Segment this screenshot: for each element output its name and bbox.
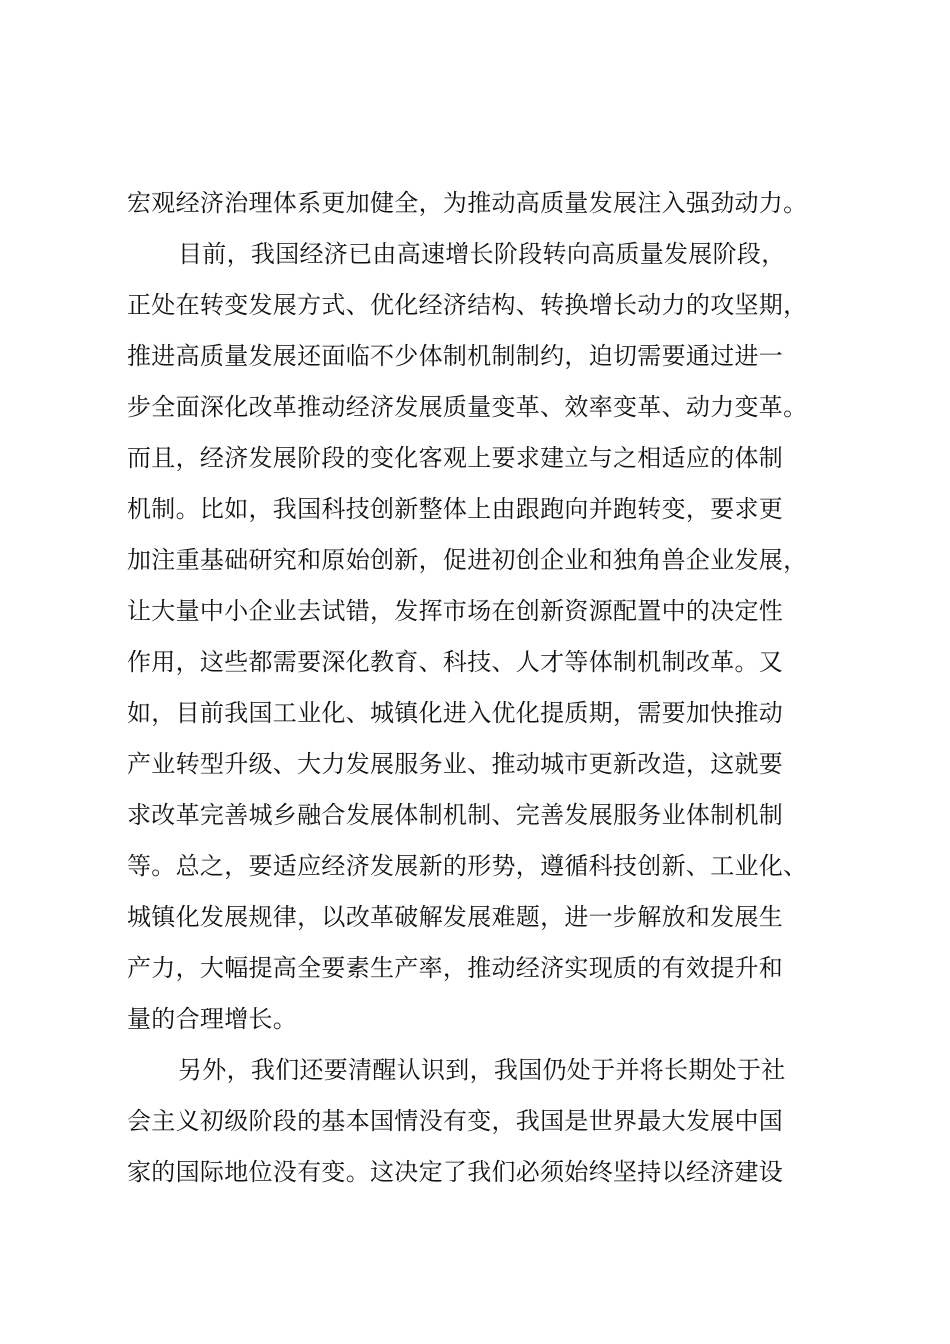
text-line: 家的国际地位没有变。这决定了我们必须始终坚持以经济建设 — [127, 1158, 784, 1186]
text-line: 城镇化发展规律，以改革破解发展难题，进一步解放和发展生 — [127, 903, 784, 931]
text-line: 正处在转变发展方式、优化经济结构、转换增长动力的攻坚期， — [127, 291, 808, 319]
text-line: 作用，这些都需要深化教育、科技、人才等体制机制改革。又 — [127, 648, 784, 676]
text-line: 产业转型升级、大力发展服务业、推动城市更新改造，这就要 — [127, 750, 784, 778]
text-line: 如，目前我国工业化、城镇化进入优化提质期，需要加快推动 — [127, 699, 784, 727]
body-text — [127, 178, 847, 1198]
text-line: 机制。比如，我国科技创新整体上由跟跑向并跑转变，要求更 — [127, 495, 784, 523]
text-line: 步全面深化改革推动经济发展质量变革、效率变革、动力变革。 — [127, 393, 808, 421]
text-line: 产力，大幅提高全要素生产率，推动经济实现质的有效提升和 — [127, 954, 784, 982]
text-line: 求改革完善城乡融合发展体制机制、完善发展服务业体制机制 — [127, 801, 784, 829]
text-line: 会主义初级阶段的基本国情没有变，我国是世界最大发展中国 — [127, 1107, 784, 1135]
paragraph-first-line: 目前，我国经济已由高速增长阶段转向高质量发展阶段， — [178, 240, 786, 268]
text-line: 量的合理增长。 — [127, 1005, 298, 1033]
text-line: 宏观经济治理体系更加健全，为推动高质量发展注入强劲动力。 — [127, 189, 808, 217]
text-line: 等。总之，要适应经济发展新的形势，遵循科技创新、工业化、 — [127, 852, 808, 880]
text-line: 推进高质量发展还面临不少体制机制制约，迫切需要通过进一 — [127, 342, 784, 370]
text-line: 让大量中小企业去试错，发挥市场在创新资源配置中的决定性 — [127, 597, 784, 625]
paragraph-first-line: 另外，我们还要清醒认识到，我国仍处于并将长期处于社 — [178, 1056, 786, 1084]
text-line: 加注重基础研究和原始创新，促进初创企业和独角兽企业发展， — [127, 546, 808, 574]
text-line: 而且，经济发展阶段的变化客观上要求建立与之相适应的体制 — [127, 444, 784, 472]
